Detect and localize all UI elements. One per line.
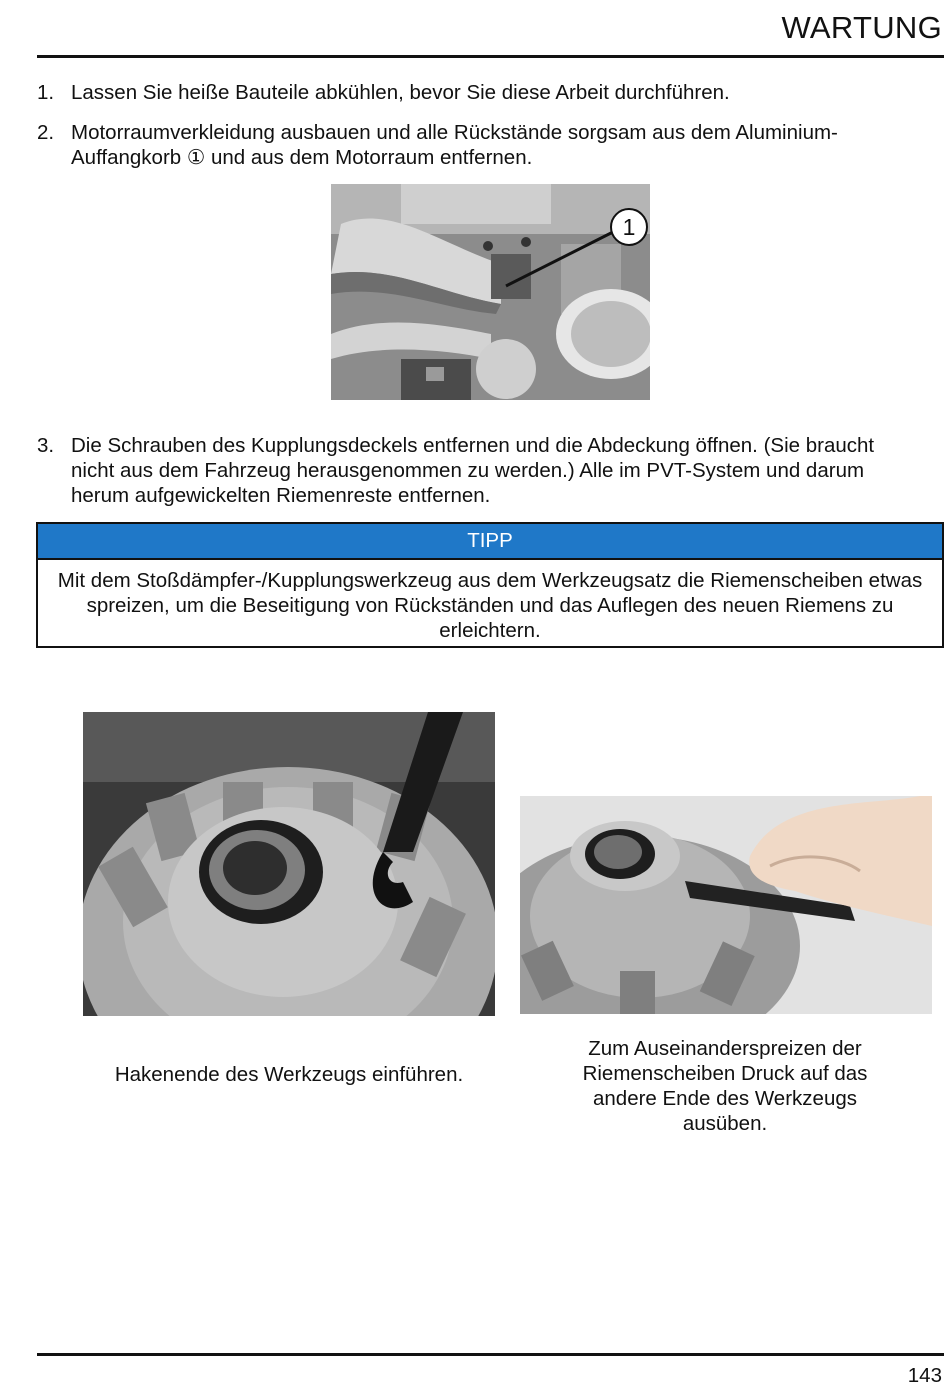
step-number: 3. xyxy=(37,434,55,457)
header-rule xyxy=(37,55,944,58)
step-number: 1. xyxy=(37,81,55,104)
clutch-spread-photo xyxy=(520,796,932,1014)
page-number: 143 xyxy=(907,1364,942,1387)
clutch-hook-insert-photo xyxy=(83,712,495,1016)
tip-box xyxy=(36,522,944,648)
figure-caption-1: Hakenende des Werkzeugs einführen. xyxy=(114,1063,464,1086)
page-title: WARTUNG xyxy=(781,10,942,45)
callout-number: 1 xyxy=(622,214,636,240)
step-number: 2. xyxy=(37,121,55,144)
tip-heading: TIPP xyxy=(38,524,942,560)
footer-rule xyxy=(37,1353,944,1356)
step-text: Die Schrauben des Kupplungsdeckels entfernen und die Abdeckung öffnen. (Sie braucht nicht aus dem Fahrzeug herausgenommen zu werden.) Alle im PVT-System und darum herum aufgewickelten Riemenreste entfernen. xyxy=(71,434,875,507)
step-2 xyxy=(37,120,927,170)
tip-text: Mit dem Stoßdämpfer-/Kupplungswerkzeug aus dem Werkzeugsatz die Riemenscheiben etwas spreizen, um die Beseitigung von Rückständen und das Auflegen des neuen Riemens zu erleichtern. xyxy=(57,569,923,642)
engine-compartment-photo xyxy=(331,184,650,400)
step-3 xyxy=(37,433,927,508)
step-text: Motorraumverkleidung ausbauen und alle Rückstände sorgsam aus dem Aluminium-Auffangkorb ① und aus dem Motorraum entfernen. xyxy=(71,121,838,169)
figure-caption-2: Zum Auseinanderspreizen der Riemenscheiben Druck auf das andere Ende des Werkzeugs ausüben. xyxy=(582,1037,868,1135)
step-1 xyxy=(37,80,927,105)
step-text: Lassen Sie heiße Bauteile abkühlen, bevor Sie diese Arbeit durchführen. xyxy=(71,81,730,104)
